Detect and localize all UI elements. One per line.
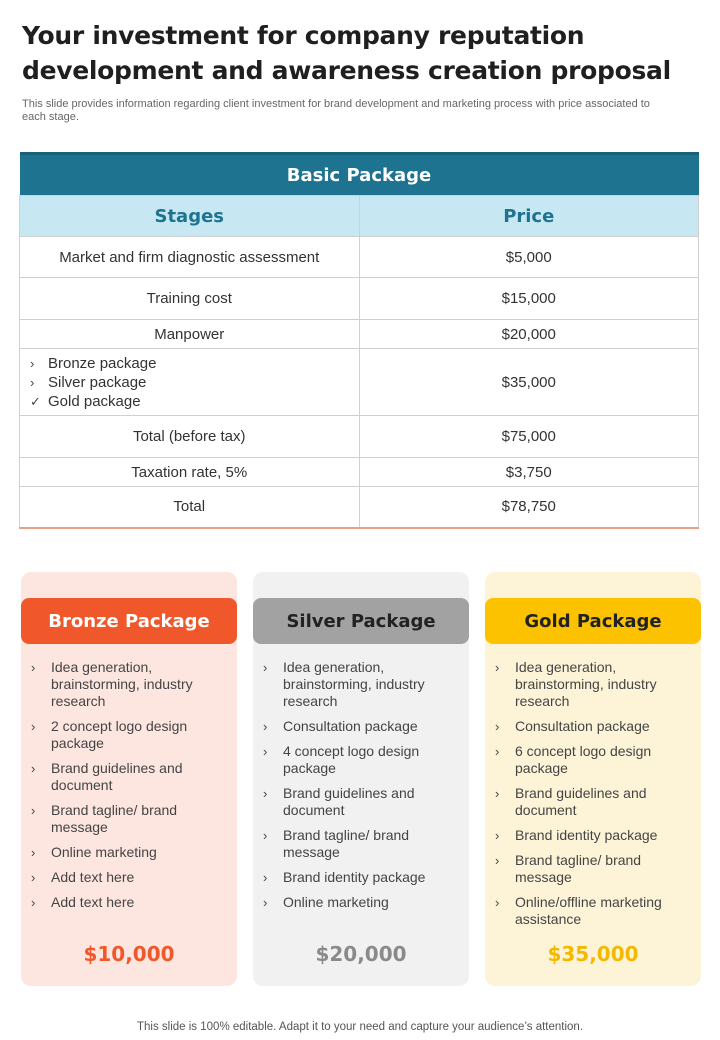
bronze-feature-list — [31, 659, 231, 919]
chevron-right-icon: › — [495, 853, 500, 868]
feature-text: Online/offline marketing assistance — [515, 894, 662, 927]
chevron-right-icon: › — [31, 870, 36, 885]
stage-cell: Market and firm diagnostic assessment — [20, 237, 360, 278]
chevron-right-icon: › — [263, 786, 268, 801]
list-item — [495, 785, 695, 819]
feature-text: Brand tagline/ brand message — [51, 802, 178, 835]
chevron-right-icon: › — [31, 719, 36, 734]
stage-cell: Total — [20, 487, 360, 528]
chevron-right-icon: › — [263, 744, 268, 759]
table-row — [20, 487, 699, 528]
list-item — [263, 785, 463, 819]
price-cell: $3,750 — [359, 458, 699, 487]
list-item — [31, 844, 231, 861]
price-cell: $5,000 — [359, 237, 699, 278]
package-option-label: Gold package — [48, 392, 141, 410]
price-cell: $15,000 — [359, 278, 699, 320]
chevron-right-icon: › — [263, 719, 268, 734]
list-item — [495, 718, 695, 735]
silver-package-price: $20,000 — [315, 942, 407, 966]
silver-feature-list — [263, 659, 463, 919]
table-row — [20, 237, 699, 278]
list-item — [263, 743, 463, 777]
list-item — [495, 894, 695, 928]
feature-text: Brand tagline/ brand message — [283, 827, 410, 860]
chevron-right-icon: › — [31, 761, 36, 776]
price-cell: $35,000 — [359, 349, 699, 416]
feature-text: Brand guidelines and document — [283, 785, 415, 818]
table-row — [20, 278, 699, 320]
chevron-right-icon: › — [31, 895, 36, 910]
chevron-right-icon: › — [31, 660, 36, 675]
package-option-label: Silver package — [48, 373, 147, 391]
silver-package-card — [253, 572, 469, 986]
feature-text: Brand guidelines and document — [51, 760, 183, 793]
bronze-package-header: Bronze Package — [21, 598, 237, 644]
stage-cell: Total (before tax) — [20, 416, 360, 458]
feature-text: Idea generation, brainstorming, industry research — [515, 659, 657, 709]
basic-package-table — [19, 152, 699, 529]
page-subtitle: This slide provides information regarding client investment for brand development and marketing process with price associated to each stage. — [22, 98, 650, 123]
list-item — [263, 869, 463, 886]
list-item — [263, 827, 463, 861]
price-cell: $75,000 — [359, 416, 699, 458]
list-item — [263, 659, 463, 710]
chevron-right-icon: › — [30, 374, 35, 390]
feature-text: Consultation package — [283, 718, 418, 734]
price-cell: $78,750 — [359, 487, 699, 528]
stage-cell: Manpower — [20, 320, 360, 349]
silver-package-header: Silver Package — [253, 598, 469, 644]
package-options-cell — [20, 349, 360, 416]
list-item — [263, 718, 463, 735]
list-item — [31, 869, 231, 886]
column-header-stages: Stages — [20, 196, 360, 237]
chevron-right-icon: › — [263, 895, 268, 910]
footer-note: This slide is 100% editable. Adapt it to your need and capture your audience’s attention. — [136, 1021, 584, 1033]
stage-cell: Taxation rate, 5% — [20, 458, 360, 487]
feature-text: Brand tagline/ brand message — [515, 852, 642, 885]
list-item — [495, 659, 695, 710]
table-row — [20, 349, 699, 416]
feature-text: Idea generation, brainstorming, industry research — [283, 659, 425, 709]
list-item — [31, 894, 231, 911]
feature-text: Add text here — [51, 894, 135, 910]
feature-text: Consultation package — [515, 718, 650, 734]
check-icon: ✓ — [30, 393, 41, 409]
list-item — [495, 827, 695, 844]
chevron-right-icon: › — [31, 845, 36, 860]
list-item — [31, 760, 231, 794]
gold-package-header: Gold Package — [485, 598, 701, 644]
chevron-right-icon: › — [263, 828, 268, 843]
feature-text: Add text here — [51, 869, 135, 885]
price-cell: $20,000 — [359, 320, 699, 349]
package-option — [30, 392, 359, 411]
chevron-right-icon: › — [495, 660, 500, 675]
feature-text: Online marketing — [283, 894, 389, 910]
chevron-right-icon: › — [30, 355, 35, 371]
list-item — [263, 894, 463, 911]
package-option-label: Bronze package — [48, 354, 157, 372]
list-item — [31, 802, 231, 836]
stage-cell: Training cost — [20, 278, 360, 320]
feature-text: 4 concept logo design package — [283, 743, 420, 776]
bronze-package-card — [21, 572, 237, 986]
table-header: Basic Package — [20, 154, 699, 196]
chevron-right-icon: › — [495, 719, 500, 734]
chevron-right-icon: › — [495, 744, 500, 759]
feature-text: Online marketing — [51, 844, 157, 860]
bronze-package-price: $10,000 — [83, 942, 175, 966]
feature-text: Brand identity package — [515, 827, 658, 843]
feature-text: Idea generation, brainstorming, industry research — [51, 659, 193, 709]
gold-package-price: $35,000 — [547, 942, 639, 966]
chevron-right-icon: › — [495, 828, 500, 843]
feature-text: Brand identity package — [283, 869, 426, 885]
package-option — [30, 354, 359, 373]
feature-text: 6 concept logo design package — [515, 743, 652, 776]
chevron-right-icon: › — [495, 895, 500, 910]
package-option — [30, 373, 359, 392]
column-header-price: Price — [359, 196, 699, 237]
gold-feature-list — [495, 659, 695, 936]
list-item — [31, 718, 231, 752]
table-row — [20, 320, 699, 349]
feature-text: 2 concept logo design package — [51, 718, 188, 751]
table-row — [20, 458, 699, 487]
list-item — [31, 659, 231, 710]
chevron-right-icon: › — [31, 803, 36, 818]
list-item — [495, 743, 695, 777]
list-item — [495, 852, 695, 886]
table-row — [20, 416, 699, 458]
chevron-right-icon: › — [263, 660, 268, 675]
page-title: Your investment for company reputation development and awareness creation proposal — [22, 21, 671, 85]
gold-package-card — [485, 572, 701, 986]
chevron-right-icon: › — [495, 786, 500, 801]
chevron-right-icon: › — [263, 870, 268, 885]
feature-text: Brand guidelines and document — [515, 785, 647, 818]
